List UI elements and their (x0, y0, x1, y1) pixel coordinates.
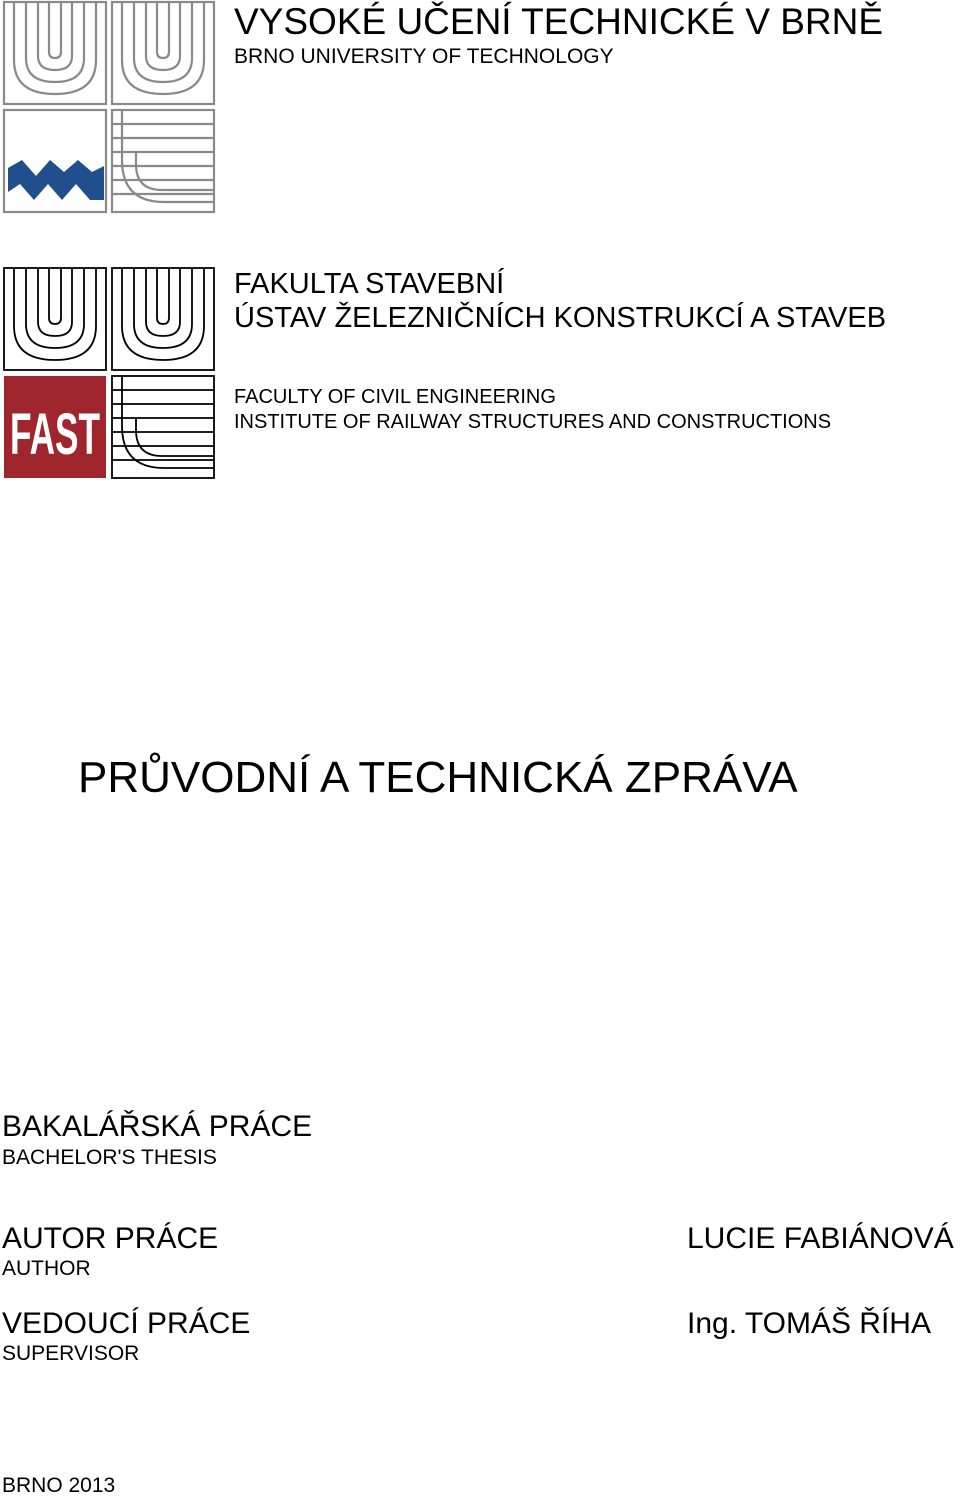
supervisor-label-en: SUPERVISOR (2, 1342, 140, 1365)
faculty-name-en: FACULTY OF CIVIL ENGINEERING (234, 386, 556, 408)
supervisor-name: Ing. TOMÁŠ ŘÍHA (687, 1307, 931, 1340)
faculty-name-cz: FAKULTA STAVEBNÍ (234, 268, 505, 300)
supervisor-label-cz: VEDOUCÍ PRÁCE (2, 1307, 251, 1340)
vut-logo (2, 0, 216, 214)
author-label-cz: AUTOR PRÁCE (2, 1222, 219, 1255)
university-name-cz: VYSOKÉ UČENÍ TECHNICKÉ V BRNĚ (234, 1, 884, 42)
place-and-year: BRNO 2013 (2, 1474, 116, 1497)
institute-name-cz: ÚSTAV ŽELEZNIČNÍCH KONSTRUKCÍ A STAVEB (234, 302, 887, 334)
thesis-type-en: BACHELOR'S THESIS (2, 1146, 217, 1169)
author-name: LUCIE FABIÁNOVÁ (687, 1222, 954, 1255)
thesis-type-cz: BAKALÁŘSKÁ PRÁCE (2, 1110, 313, 1143)
document-title: PRŮVODNÍ A TECHNICKÁ ZPRÁVA (78, 753, 798, 802)
institute-name-en: INSTITUTE OF RAILWAY STRUCTURES AND CONSTRUCTIONS (234, 411, 832, 433)
fast-logo (2, 266, 216, 480)
fast-logo-text: FAST (10, 402, 100, 467)
author-label-en: AUTHOR (2, 1257, 91, 1280)
university-name-en: BRNO UNIVERSITY OF TECHNOLOGY (234, 45, 614, 68)
